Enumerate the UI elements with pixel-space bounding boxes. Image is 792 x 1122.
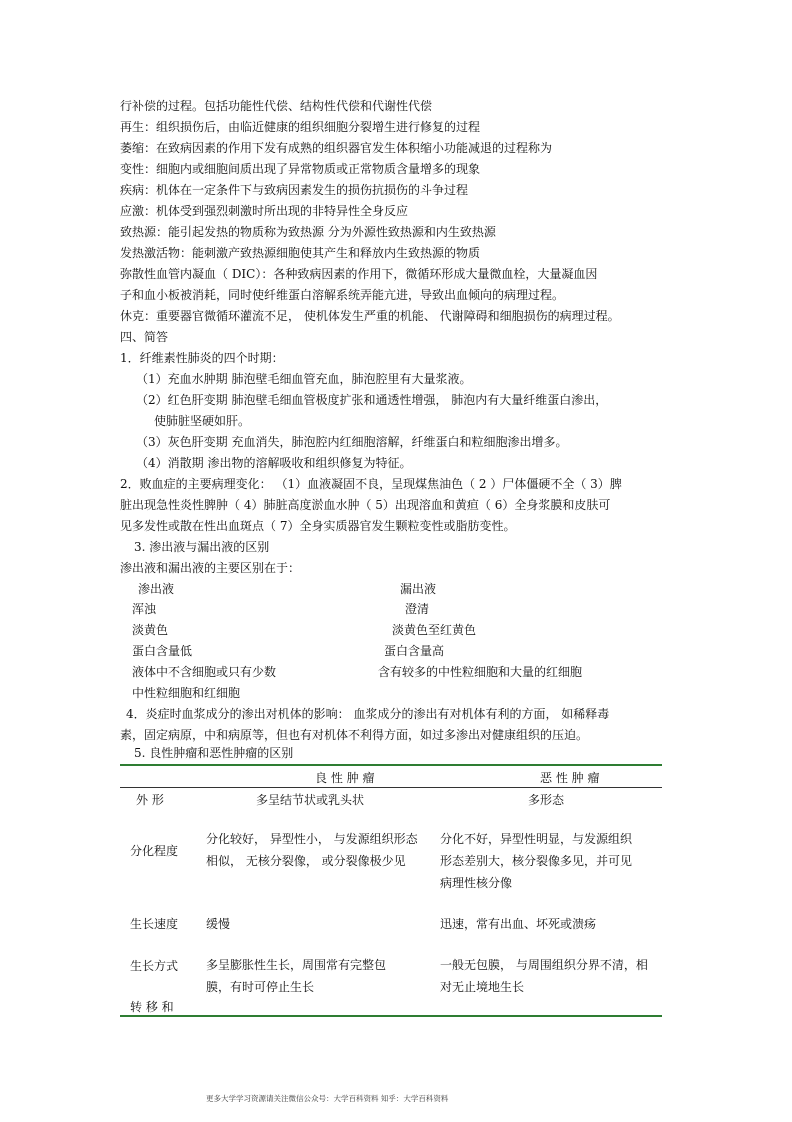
exudate-cell: 蛋白含量低 (132, 644, 193, 658)
transudate-cell: 蛋白含量高 (384, 644, 445, 658)
question-title: 3. 渗出液与漏出液的区别 (134, 540, 270, 554)
footer-note: 更多大学学习资源请关注微信公众号：大学百科资料 知乎：大学百科资料 (206, 1094, 449, 1103)
row-label: 生长方式 (130, 959, 179, 973)
cell-benign: 分化较好， 异型性小， 与发源组织形态相似， 无核分裂像， 或分裂像极少见 (206, 832, 418, 868)
table-bottom-rule (120, 1015, 662, 1017)
row-label: 生长速度 (130, 917, 179, 931)
def-line: 再生：组织损伤后，由临近健康的组织细胞分裂增生进行修复的过程 (120, 120, 481, 134)
cell-benign: 多呈膨胀性生长，周围常有完整包膜，有时可停止生长 (206, 958, 387, 994)
exudate-cell: 液体中不含细胞或只有少数 (132, 665, 277, 679)
list-item: （1）充血水肿期 肺泡壁毛细血管充血，肺泡腔里有大量浆液。 (136, 372, 472, 386)
question-text: 4．炎症时血浆成分的渗出对机体的影响： 血浆成分的渗出有对机体有利的方面， 如稀释毒 (126, 707, 610, 721)
question-text: 脏出现急性炎性脾肿（ 4）肺脏高度淤血水肿（ 5）出现溶血和黄疸（ 6）全身浆膜和皮肤可 (120, 498, 611, 512)
cell-benign: 缓慢 (206, 917, 231, 931)
list-item: 使肺脏坚硬如肝。 (154, 414, 251, 428)
def-line: 弥散性血管内凝血（ DIC）：各种致病因素的作用下，微循环形成大量微血栓，大量凝血因 (120, 267, 598, 281)
row-label: 外 形 (136, 793, 164, 807)
question-text: 见多发性或散在性出血斑点（ 7）全身实质器官发生颗粒变性或脂肪变性。 (120, 519, 516, 533)
exudate-heading: 渗出液 (138, 582, 175, 596)
header-malignant: 恶 性 肿 瘤 (540, 771, 600, 785)
exudate-cell: 浑浊 (132, 602, 157, 616)
row-label: 转 移 和 (130, 1000, 174, 1014)
row-label: 分化程度 (130, 844, 179, 858)
def-line: 行补偿的过程。包括功能性代偿、结构性代偿和代谢性代偿 (120, 99, 433, 113)
cell-benign: 多呈结节状或乳头状 (256, 793, 365, 807)
def-line: 子和血小板被消耗，同时使纤维蛋白溶解系统弄能亢进，导致出血倾向的病理过程。 (120, 288, 565, 302)
transudate-cell: 澄清 (405, 602, 430, 616)
list-item: （2）红色肝变期 肺泡壁毛细血管极度扩张和通透性增强， 肺泡内有大量纤维蛋白渗出， (136, 393, 608, 407)
question-intro: 渗出液和漏出液的主要区别在于： (120, 561, 301, 575)
cell-malignant: 一般无包膜， 与周围组织分界不清，相对无止境地生长 (440, 958, 648, 994)
exudate-cell: 中性粒细胞和红细胞 (132, 686, 241, 700)
cell-malignant: 分化不好，异型性明显，与发源组织形态差别大，核分裂像多见，并可见病理性核分像 (440, 832, 633, 890)
question-text: 2．败血症的主要病理变化： （1）血液凝固不良，呈现煤焦油色（ 2 ）尸体僵硬不全（ 3）脾 (120, 477, 622, 491)
transudate-cell: 含有较多的中性粒细胞和大量的红细胞 (378, 665, 583, 679)
question-title: 1．纤维素性肺炎的四个时期： (120, 351, 284, 365)
list-item: （4）消散期 渗出物的溶解吸收和组织修复为特征。 (136, 456, 412, 470)
section-heading: 四、简答 (120, 330, 169, 344)
question-text: 素，固定病原，中和病原等，但也有对机体不利得方面，如过多渗出对健康组织的压迫。 (120, 728, 589, 742)
def-line: 萎缩：在致病因素的作用下发有成熟的组织器官发生体积缩小功能减退的过程称为 (120, 141, 553, 155)
cell-malignant: 迅速，常有出血、坏死或溃疡 (440, 917, 597, 931)
question-title: 5. 良性肿瘤和恶性肿瘤的区别 (134, 746, 294, 760)
transudate-heading: 漏出液 (400, 582, 437, 596)
cell-malignant: 多形态 (528, 793, 565, 807)
def-line: 发热激活物：能刺激产致热源细胞使其产生和释放内生致热源的物质 (120, 246, 481, 260)
header-benign: 良 性 肿 瘤 (315, 771, 375, 785)
transudate-cell: 淡黄色至红黄色 (392, 623, 477, 637)
def-line: 休克：重要器官微循环灌流不足， 使机体发生严重的机能、 代谢障碍和细胞损伤的病理过程。 (120, 309, 620, 323)
exudate-cell: 淡黄色 (132, 623, 169, 637)
list-item: （3）灰色肝变期 充血消失，肺泡腔内红细胞溶解，纤维蛋白和粒细胞渗出增多。 (136, 435, 568, 449)
table-header-rule (120, 787, 662, 788)
table-top-rule (120, 764, 662, 766)
def-line: 变性：细胞内或细胞间质出现了异常物质或正常物质含量增多的现象 (120, 162, 481, 176)
def-line: 致热源：能引起发热的物质称为致热源 分为外源性致热源和内生致热源 (120, 225, 496, 239)
def-line: 应激：机体受到强烈刺激时所出现的非特异性全身反应 (120, 204, 409, 218)
def-line: 疾病：机体在一定条件下与致病因素发生的损伤抗损伤的斗争过程 (120, 183, 469, 197)
